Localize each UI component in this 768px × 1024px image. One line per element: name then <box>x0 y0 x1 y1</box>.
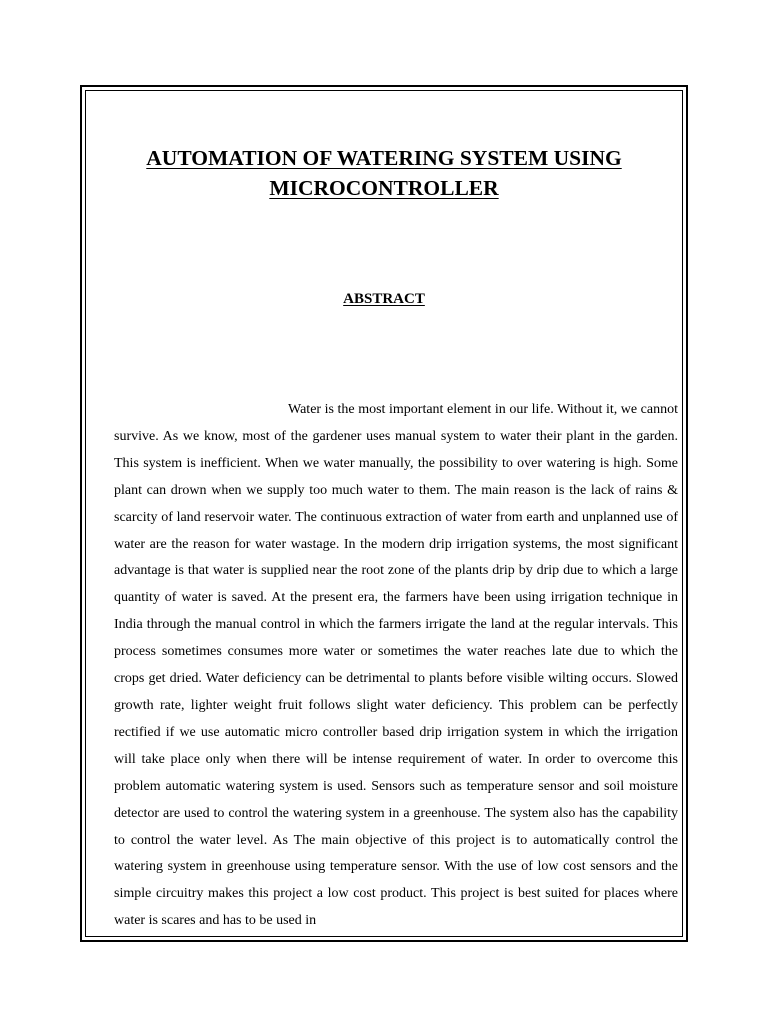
page-inner-border <box>85 90 683 937</box>
page-border <box>80 85 688 942</box>
abstract-heading: ABSTRACT <box>343 291 425 307</box>
abstract-text: Water is the most important element in our life. Without it, we cannot survive. As we know, most of the gardener uses manual system to water their plant in the garden. This system is inefficient. When we water manually, the possibility to over watering is high. Some plant can drown when we supply too much water to them. The main reason is the lack of rains & scarcity of land reservoir water. The continuous extraction of water from earth and unplanned use of water are the reason for water wastage. In the modern drip irrigation systems, the most significant advantage is that water is supplied near the root zone of the plants drip by drip due to which a large quantity of water is saved. At the present era, the farmers have been using irrigation technique in India through the manual control in which the farmers irrigate the land at the regular intervals. This process sometimes consumes more water or sometimes the water reaches late due to which the crops get dried. Water deficiency can be detrimental to plants before visible wilting occurs. Slowed growth rate, lighter weight fruit follows slight water deficiency. This problem can be perfectly rectified if we use automatic micro controller based drip irrigation system in which the irrigation will take place only when there will be intense requirement of water. In order to overcome this problem automatic watering system is used. Sensors such as temperature sensor and soil moisture detector are used to control the watering system in a greenhouse. The system also has the capability to control the water level. As The main objective of this project is to automatically control the watering system in greenhouse using temperature sensor. With the use of low cost sensors and the simple circuitry makes this project a low cost product. This project is best suited for places where water is scares and has to be used in <box>114 402 678 929</box>
abstract-paragraph <box>114 397 678 935</box>
document-title: AUTOMATION OF WATERING SYSTEM USING MICROCONTROLLER <box>146 146 622 200</box>
